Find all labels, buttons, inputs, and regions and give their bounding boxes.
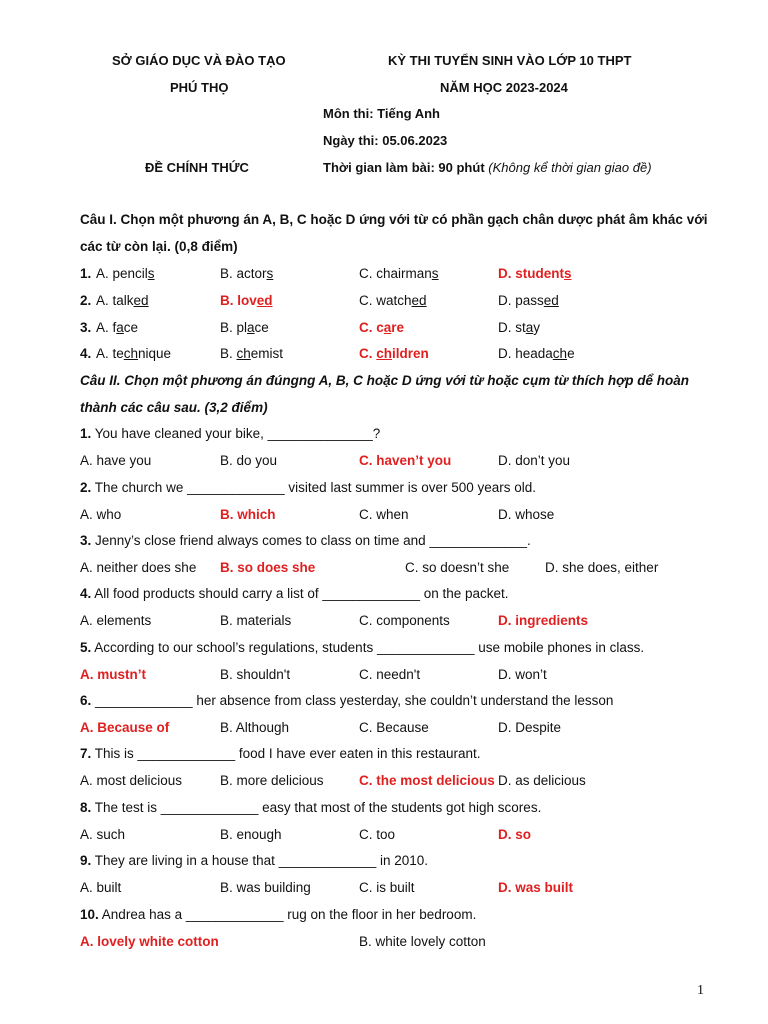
s1-option-a (96, 320, 138, 335)
s2-option-b: B. do you (220, 453, 278, 468)
header-school-year: NĂM HỌC 2023-2024 (440, 80, 568, 95)
underlined-part: ed (133, 293, 149, 308)
s2-question-text: This is _____________ food I have ever eaten in this restaurant. (94, 746, 481, 761)
s2-option-c: C. is built (359, 880, 415, 895)
option-text-part: B. (220, 346, 237, 361)
s2-question-text: _____________ her absence from class yesterday, she couldn’t understand the lesson (95, 693, 614, 708)
s1-option-b (220, 346, 283, 361)
s2-option-d: D. Despite (498, 720, 562, 735)
s2-question-text: All food products should carry a list of _____________ on the packet. (94, 586, 509, 601)
option-text-part: B. actor (220, 266, 267, 281)
s2-question (80, 640, 644, 655)
s2-question (80, 853, 428, 868)
s2-question-number: 6. (80, 693, 92, 708)
option-text-part: A. pencil (96, 266, 148, 281)
underlined-part: s (147, 266, 155, 281)
s2-question-number: 10. (80, 907, 99, 922)
header-duration: Thời gian làm bài: 90 phút (323, 160, 485, 175)
s2-option-b: B. shouldn't (220, 667, 291, 682)
option-text-part: ce (123, 320, 139, 335)
s2-question-number: 8. (80, 800, 92, 815)
s2-option-d: D. as delicious (498, 773, 586, 788)
s2-option-a: A. have you (80, 453, 152, 468)
header-date: Ngày thi: 05.06.2023 (323, 133, 448, 148)
s1-option-b (220, 293, 273, 308)
option-text-part: D. pass (498, 293, 544, 308)
s2-question-text: You have cleaned your bike, ______________? (94, 426, 381, 441)
underlined-part: a (116, 320, 124, 335)
s1-option-c (359, 320, 404, 335)
s2-question-text: Andrea has a _____________ rug on the floor in her bedroom. (101, 907, 477, 922)
s2-option-c: C. Because (359, 720, 429, 735)
underlined-part: ch (376, 346, 393, 361)
s2-option-a: A. elements (80, 613, 152, 628)
s2-question-number: 1. (80, 426, 92, 441)
option-text-part: A. te (96, 346, 124, 361)
s2-option-c: C. haven’t you (359, 453, 452, 468)
header-dept: SỞ GIÁO DỤC VÀ ĐÀO TẠO (112, 53, 286, 68)
option-text-part: e (567, 346, 575, 361)
section2-title-2: thành các câu sau. (3,2 điểm) (80, 400, 268, 415)
s2-question-text: They are living in a house that _____________ in 2010. (94, 853, 429, 868)
option-text-part: A. talk (96, 293, 134, 308)
underlined-part: ch (552, 346, 568, 361)
s1-item-number: 4. (80, 346, 92, 361)
s2-option-b: B. enough (220, 827, 282, 842)
s2-option-d: D. don’t you (498, 453, 571, 468)
s2-question-number: 2. (80, 480, 92, 495)
s2-option-d: D. won’t (498, 667, 547, 682)
s1-option-c (359, 293, 427, 308)
s2-question (80, 533, 531, 548)
s1-option-a (96, 293, 149, 308)
header-subject: Môn thi: Tiếng Anh (323, 106, 440, 121)
option-text-part: C. c (359, 320, 384, 335)
s2-question-number: 3. (80, 533, 92, 548)
s2-question-number: 4. (80, 586, 92, 601)
page-number: 1 (697, 983, 704, 998)
underlined-part: ed (543, 293, 559, 308)
s1-option-c (359, 266, 439, 281)
option-text-part: nique (138, 346, 172, 361)
header-official: ĐỀ CHÍNH THỨC (145, 160, 249, 175)
header-duration-note: (Không kể thời gian giao đề) (488, 160, 652, 175)
s2-option-c: C. components (359, 613, 450, 628)
s1-option-b (220, 320, 269, 335)
s2-option-c: C. so doesn’t she (405, 560, 510, 575)
s1-option-d (498, 266, 572, 281)
option-text-part: D. student (498, 266, 564, 281)
s1-option-d (498, 293, 559, 308)
s2-option-a: A. who (80, 507, 122, 522)
s2-option-d: D. she does, either (545, 560, 659, 575)
underlined-part: ed (256, 293, 273, 308)
s2-option-a: A. lovely white cotton (80, 934, 219, 949)
s2-option-b: B. which (220, 507, 276, 522)
s2-question (80, 480, 536, 495)
s1-option-b (220, 266, 273, 281)
header-duration-line (323, 160, 652, 175)
s1-item-number: 3. (80, 320, 92, 335)
s2-option-b: B. white lovely cotton (359, 934, 486, 949)
s2-option-b: B. Although (220, 720, 290, 735)
s2-question-number: 7. (80, 746, 92, 761)
option-text-part: B. pl (220, 320, 248, 335)
header-exam-title: KỲ THI TUYỂN SINH VÀO LỚP 10 THPT (388, 53, 632, 68)
s2-option-c: C. when (359, 507, 409, 522)
s1-option-a (96, 266, 155, 281)
s2-option-b: B. materials (220, 613, 292, 628)
underlined-part: s (564, 266, 572, 281)
s2-question-text: The church we _____________ visited last summer is over 500 years old. (94, 480, 537, 495)
s1-option-c (359, 346, 429, 361)
s2-option-d: D. was built (498, 880, 574, 895)
s1-item-number: 1. (80, 266, 92, 281)
section1-title-1: Câu I. Chọn một phương án A, B, C hoặc D ứng với từ có phần gạch chân dược phát âm khác với (80, 212, 708, 227)
underlined-part: ch (236, 346, 251, 361)
option-text-part: C. chairman (359, 266, 432, 281)
underlined-part: a (525, 320, 534, 335)
s2-option-b: B. more delicious (220, 773, 324, 788)
s2-option-b: B. was building (220, 880, 311, 895)
option-text-part: emist (250, 346, 284, 361)
underlined-part: s (431, 266, 439, 281)
s2-option-c: C. too (359, 827, 396, 842)
option-text-part: B. lov (220, 293, 257, 308)
s2-question-number: 9. (80, 853, 92, 868)
option-text-part: re (391, 320, 405, 335)
option-text-part: C. (359, 346, 377, 361)
s1-option-d (498, 346, 575, 361)
header-province: PHÚ THỌ (170, 80, 229, 95)
s2-option-a: A. built (80, 880, 122, 895)
s1-option-a (96, 346, 171, 361)
underlined-part: a (247, 320, 255, 335)
s2-option-a: A. neither does she (80, 560, 197, 575)
s1-option-d (498, 320, 540, 335)
option-text-part: y (533, 320, 541, 335)
option-text-part: D. st (498, 320, 526, 335)
s2-question (80, 426, 380, 441)
section1-title-2: các từ còn lại. (0,8 điểm) (80, 239, 238, 254)
s2-question-number: 5. (80, 640, 92, 655)
s2-option-d: D. whose (498, 507, 555, 522)
s2-option-c: C. the most delicious (359, 773, 495, 788)
s2-question-text: Jenny’s close friend always comes to class on time and _____________. (95, 533, 531, 548)
option-text-part: ce (254, 320, 269, 335)
s2-question-text: According to our school’s regulations, students _____________ use mobile phones in class. (94, 640, 645, 655)
underlined-part: s (266, 266, 274, 281)
s2-question (80, 586, 509, 601)
s2-option-a: A. such (80, 827, 126, 842)
s2-option-a: A. most delicious (80, 773, 183, 788)
section2-title-1: Câu II. Chọn một phương án đúngng A, B, C hoặc D ứng với từ hoặc cụm từ thích hợp dể hoàn (80, 373, 689, 388)
s2-option-b: B. so does she (220, 560, 316, 575)
underlined-part: a (383, 320, 392, 335)
s2-question (80, 746, 481, 761)
underlined-part: ch (123, 346, 139, 361)
option-text-part: ildren (392, 346, 429, 361)
underlined-part: ed (411, 293, 427, 308)
s2-question (80, 693, 613, 708)
s2-option-c: C. needn't (359, 667, 421, 682)
s2-option-d: D. ingredients (498, 613, 589, 628)
s2-question (80, 907, 476, 922)
option-text-part: D. heada (498, 346, 553, 361)
s2-option-a: A. mustn’t (80, 667, 146, 682)
s1-item-number: 2. (80, 293, 92, 308)
s2-option-a: A. Because of (80, 720, 170, 735)
s2-question (80, 800, 541, 815)
s2-option-d: D. so (498, 827, 532, 842)
s2-question-text: The test is _____________ easy that most of the students got high scores. (94, 800, 542, 815)
option-text-part: C. watch (359, 293, 412, 308)
option-text-part: A. f (96, 320, 117, 335)
